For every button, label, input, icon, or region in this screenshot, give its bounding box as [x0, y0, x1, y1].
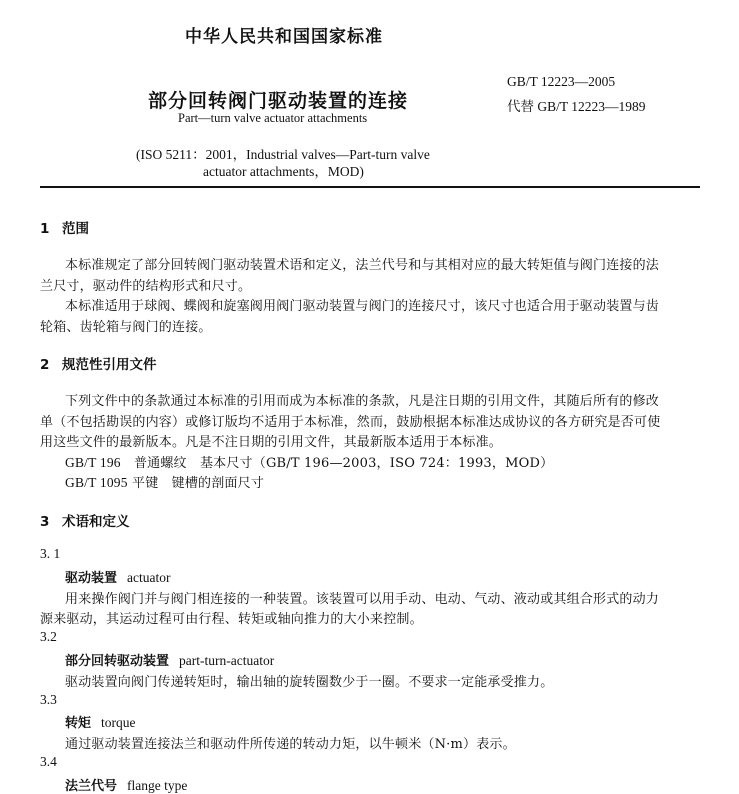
standard-code: GB/T 12223—2005	[507, 74, 616, 89]
header-divider	[40, 186, 700, 188]
term-entry-torque	[65, 712, 136, 731]
term-english: flange type	[127, 778, 188, 793]
term-entry-flange-type	[65, 775, 187, 794]
term-number: 3.4	[40, 754, 57, 769]
section-heading-terms-definitions	[40, 510, 130, 530]
replaces-standard: 代替 GB/T 12223—1989	[507, 99, 646, 114]
scope-paragraph2-line2: 轮箱、齿轮箱与阀门的连接。	[40, 320, 212, 335]
references-paragraph-line2: 单（不包括勘误的内容）或修订版均不适用于本标准，然而，鼓励根据本标准达成协议的各方研究是否可使	[40, 415, 661, 430]
term-definition: 驱动装置向阀门传递转矩时，输出轴的旋转圈数少于一圈。不要求一定能承受推力。	[65, 675, 554, 690]
term-number: 3.3	[40, 692, 57, 707]
section-number: 2	[40, 357, 50, 373]
term-chinese: 部分回转驱动装置	[65, 654, 170, 669]
section-heading-normative-references	[40, 353, 157, 373]
reference-code: GB/T 1095	[65, 475, 128, 490]
term-number: 3.2	[40, 629, 57, 644]
scope-paragraph2-line1: 本标准适用于球阀、蝶阀和旋塞阀用阀门驱动装置与阀门的连接尺寸，该尺寸也适合用于驱动装置与齿	[65, 299, 660, 314]
section-number: 3	[40, 514, 50, 530]
section-number: 1	[40, 221, 50, 237]
term-definition-line1: 用来操作阀门并与阀门相连接的一种装置。该装置可以用手动、电动、气动、液动或其组合形式的动力	[65, 592, 660, 607]
document-title-chinese: 部分回转阀门驱动装置的连接	[148, 90, 409, 112]
references-paragraph-line3: 用这些文件的最新版本。凡是不注日期的引用文件，其最新版本适用于本标准。	[40, 435, 503, 450]
national-standard-label: 中华人民共和国国家标准	[185, 27, 383, 47]
scope-paragraph1-line1: 本标准规定了部分回转阀门驱动装置术语和定义，法兰代号和与其相对应的最大转矩值与阀门连接的法	[65, 258, 660, 273]
reference-code: GB/T 196	[65, 455, 121, 470]
term-english: torque	[101, 715, 136, 730]
iso-reference-line1: (ISO 5211：2001，Industrial valves—Part-turn valve	[136, 147, 430, 162]
scope-paragraph1-line2: 兰尺寸，驱动件的结构形式和尺寸。	[40, 279, 252, 294]
term-chinese: 转矩	[65, 716, 92, 731]
section-title: 规范性引用文件	[62, 357, 157, 373]
document-title-english: Part—turn valve actuator attachments	[178, 111, 368, 125]
term-number: 3. 1	[40, 546, 61, 561]
iso-reference-line2: actuator attachments，MOD)	[203, 164, 364, 179]
references-paragraph-line1: 下列文件中的条款通过本标准的引用而成为本标准的条款，凡是注日期的引用文件，其随后所有的修改	[65, 394, 660, 409]
reference-title: 普通螺纹 基本尺寸（GB/T 196—2003，ISO 724：1993，MOD）	[133, 456, 554, 471]
term-english: part-turn-actuator	[179, 653, 275, 668]
reference-item-gb1095	[65, 472, 264, 491]
section-title: 范围	[62, 221, 89, 237]
term-english: actuator	[127, 570, 171, 585]
term-entry-actuator	[65, 567, 171, 586]
reference-title: 平键 键槽的剖面尺寸	[132, 476, 265, 491]
term-chinese: 法兰代号	[65, 779, 118, 794]
reference-item-gb196	[65, 452, 553, 471]
term-entry-part-turn-actuator	[65, 650, 274, 669]
section-title: 术语和定义	[62, 514, 130, 530]
term-definition-line2: 源来驱动，其运动过程可由行程、转矩或轴向推力的大小来控制。	[40, 612, 423, 627]
section-heading-scope	[40, 217, 89, 237]
term-chinese: 驱动装置	[65, 571, 118, 586]
term-definition: 通过驱动装置连接法兰和驱动件所传递的转动力矩，以牛顿米（N·m）表示。	[65, 737, 516, 752]
